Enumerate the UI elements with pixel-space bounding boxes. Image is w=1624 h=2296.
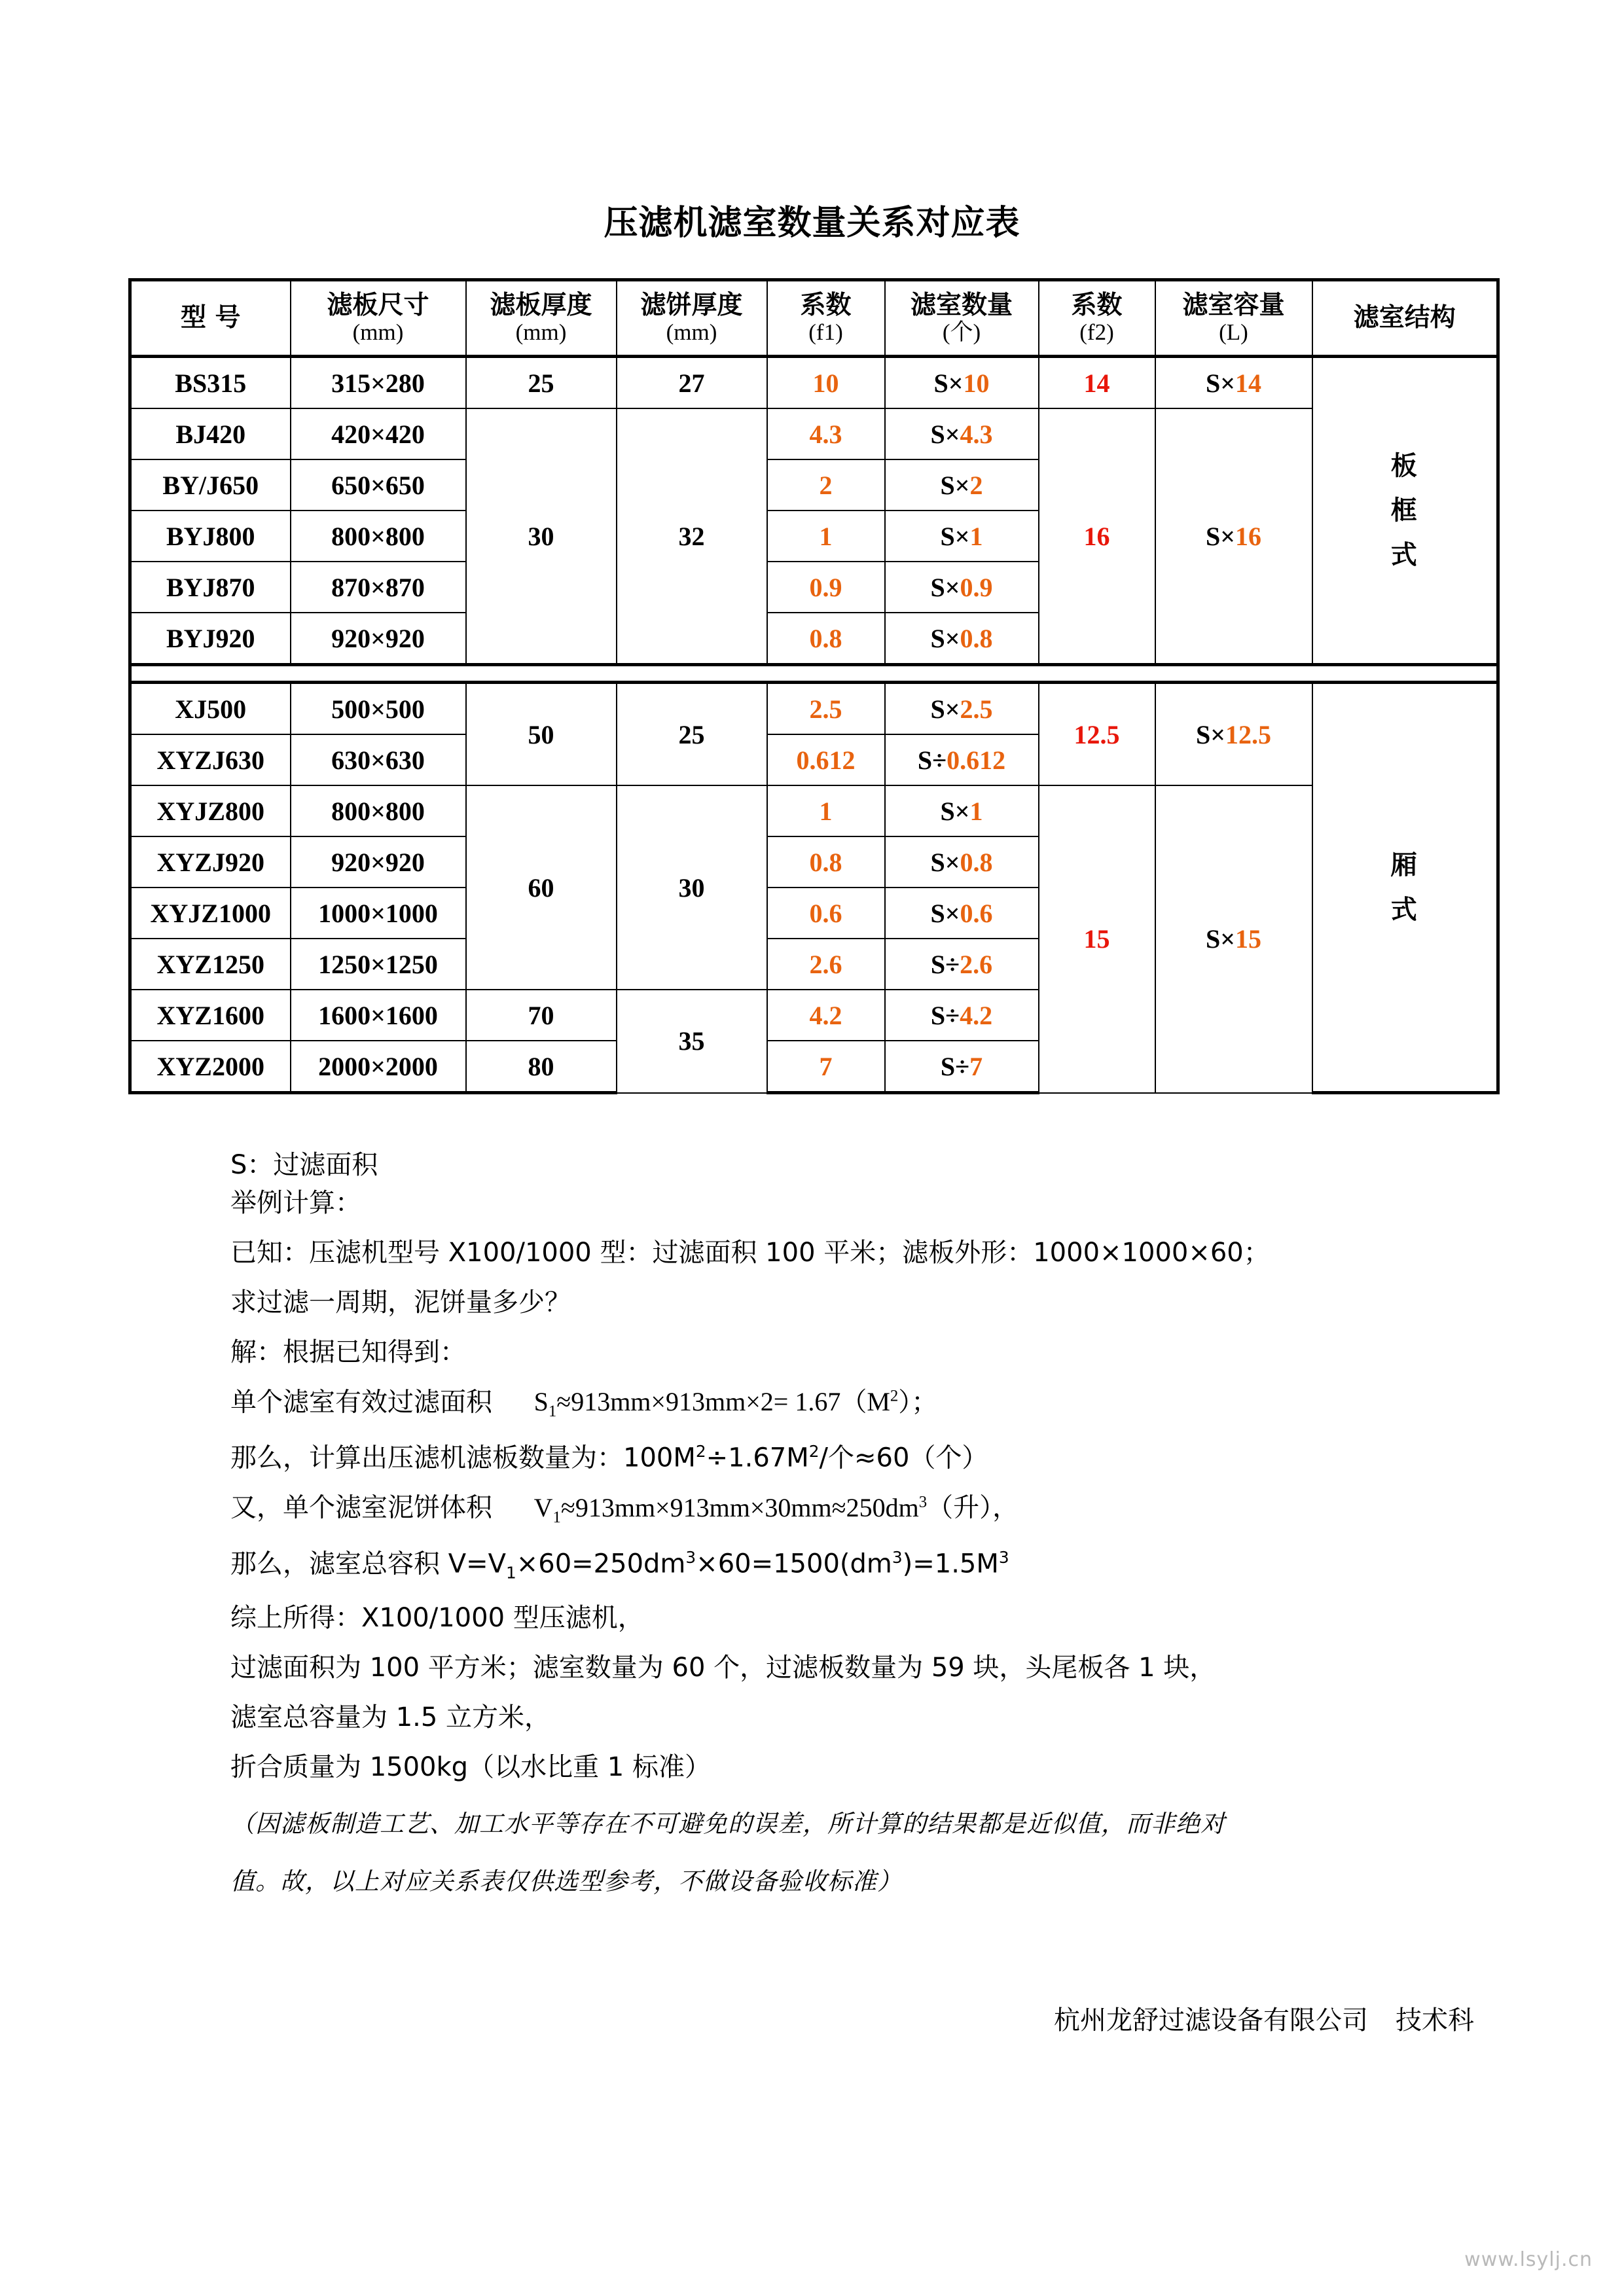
- cell-chamber-count: S×2: [885, 459, 1039, 511]
- table-row: [130, 357, 1498, 409]
- structure-label: [1313, 843, 1497, 932]
- solution-heading: 解：根据已知得到：: [230, 1337, 466, 1367]
- cell-chamber-structure: [1312, 357, 1498, 665]
- conclusion-heading: 综上所得：X100/1000 型压滤机，: [230, 1602, 644, 1633]
- header-chamber-volume: [1155, 280, 1312, 357]
- header-chamber-structure: [1312, 280, 1498, 357]
- cell-plate-size: 2000×2000: [291, 1041, 466, 1093]
- structure-char: 厢: [1390, 850, 1418, 880]
- cell-chamber-count: S×0.8: [885, 836, 1039, 888]
- cell-coefficient-f1: 1: [767, 511, 885, 562]
- cell-coefficient-f1: 0.6: [767, 888, 885, 939]
- cell-model: BYJ870: [130, 562, 291, 613]
- disclaimer-line-2: 值。故，以上对应关系表仅供选型参考，不做设备验收标准）: [230, 1867, 902, 1895]
- cell-cake-thickness: 25: [617, 683, 767, 786]
- step2-sup1: 2: [695, 1442, 706, 1462]
- cell-chamber-count: S÷7: [885, 1041, 1039, 1093]
- header-plate-thickness-label: 滤板厚度: [490, 290, 592, 320]
- cell-coefficient-f1: 0.9: [767, 562, 885, 613]
- header-plate-size: [291, 280, 466, 357]
- cell-model: XYZJ920: [130, 836, 291, 888]
- disclaimer-line-1: （因滤板制造工艺、加工水平等存在不可避免的误差，所计算的结果都是近似值，而非绝对: [230, 1809, 1225, 1838]
- step1-formula-post: ≈913mm×913mm×2= 1.67（M: [556, 1387, 890, 1417]
- cell-plate-size: 920×920: [291, 836, 466, 888]
- cell-coefficient-f1: 2: [767, 459, 885, 511]
- cell-coefficient-f1: 4.2: [767, 990, 885, 1041]
- cell-plate-size: 800×800: [291, 511, 466, 562]
- header-plate-thickness: [466, 280, 617, 357]
- structure-char: 式: [1390, 895, 1418, 925]
- step1-formula-sup: 2: [890, 1388, 899, 1405]
- cell-coefficient-f1: 2.5: [767, 683, 885, 735]
- cell-plate-size: 800×800: [291, 785, 466, 836]
- cell-chamber-volume: S×14: [1155, 357, 1312, 409]
- cell-model: BJ420: [130, 408, 291, 459]
- step3-end: （升），: [927, 1492, 1019, 1523]
- site-watermark: www.lsylj.cn: [1464, 2248, 1593, 2271]
- step4-sub1: 1: [505, 1562, 516, 1582]
- filter-press-spec-table: [128, 278, 1500, 1094]
- cell-plate-thickness: 25: [466, 357, 617, 409]
- cell-plate-size: 1000×1000: [291, 888, 466, 939]
- table-row: [130, 408, 1498, 459]
- step2-line: [230, 1444, 1474, 1471]
- cell-coefficient-f2: 16: [1039, 408, 1155, 665]
- cell-coefficient-f1: 4.3: [767, 408, 885, 459]
- cell-chamber-count: S÷4.2: [885, 990, 1039, 1041]
- cell-plate-size: 870×870: [291, 562, 466, 613]
- explanatory-text: [230, 1152, 1474, 1919]
- header-chamber-count-unit: (个): [942, 319, 981, 346]
- cell-coefficient-f1: 2.6: [767, 939, 885, 990]
- header-cake-thickness-unit: (mm): [666, 319, 717, 346]
- cell-plate-thickness: 50: [466, 683, 617, 786]
- header-coefficient-f2: [1039, 280, 1155, 357]
- cell-model: XYZJ630: [130, 734, 291, 785]
- step2-sup2: 2: [808, 1442, 820, 1462]
- cell-chamber-volume: S×15: [1155, 785, 1312, 1093]
- question-line: 求过滤一周期，泥饼量多少？: [230, 1287, 571, 1318]
- header-chamber-count: [885, 280, 1039, 357]
- cell-chamber-structure: [1312, 683, 1498, 1093]
- example-heading: 举例计算：: [230, 1188, 361, 1218]
- signature-company: 杭州龙舒过滤设备有限公司: [1054, 2005, 1368, 2036]
- step2-end: /个≈60（个）: [819, 1443, 988, 1473]
- cell-coefficient-f1: 0.8: [767, 836, 885, 888]
- step4-line: [230, 1547, 1474, 1582]
- cell-chamber-count: S×1: [885, 785, 1039, 836]
- legend-line: S：过滤面积: [230, 1150, 378, 1180]
- cell-model: BY/J650: [130, 459, 291, 511]
- step1-formula-sub: 1: [548, 1403, 557, 1421]
- table-row: [130, 785, 1498, 836]
- cell-plate-size: 630×630: [291, 734, 466, 785]
- cell-plate-size: 920×920: [291, 613, 466, 665]
- cell-model: XYZ1250: [130, 939, 291, 990]
- header-plate-thickness-unit: (mm): [515, 319, 567, 346]
- cell-coefficient-f2: 15: [1039, 785, 1155, 1093]
- step4-mid1: ×60=250dm: [516, 1548, 686, 1579]
- spec-table-container: [128, 278, 1496, 1094]
- step1-formula-end: ）；: [898, 1387, 938, 1418]
- cell-plate-thickness: 70: [466, 990, 617, 1041]
- header-model: [130, 280, 291, 357]
- cell-chamber-volume: S×12.5: [1155, 683, 1312, 786]
- header-coefficient-f1-label: 系数: [800, 290, 852, 320]
- step1-formula-pre: S: [533, 1387, 549, 1417]
- table-header-row: [130, 280, 1498, 357]
- cell-cake-thickness: 30: [617, 785, 767, 990]
- page-title: 压滤机滤室数量关系对应表: [604, 204, 1020, 243]
- step2-mid: ÷1.67M: [706, 1443, 809, 1473]
- cell-model: BYJ920: [130, 613, 291, 665]
- header-cake-thickness: [617, 280, 767, 357]
- header-coefficient-f2-unit: (f2): [1079, 319, 1114, 346]
- step4-pre: 那么，滤室总容积 V=V: [230, 1548, 506, 1579]
- cell-chamber-count: S÷0.612: [885, 734, 1039, 785]
- step3-line: [230, 1494, 1474, 1526]
- cell-coefficient-f1: 0.8: [767, 613, 885, 665]
- structure-char: 框: [1390, 495, 1418, 526]
- cell-plate-thickness: 60: [466, 785, 617, 990]
- step3-sup: 3: [918, 1493, 928, 1511]
- result-line-3: 折合质量为 1500kg（以水比重 1 标准）: [230, 1751, 711, 1782]
- table-row: [130, 683, 1498, 735]
- cell-model: XYZ1600: [130, 990, 291, 1041]
- cell-chamber-count: S×10: [885, 357, 1039, 409]
- result-line-1: 过滤面积为 100 平方米；滤室数量为 60 个，过滤板数量为 59 块，头尾板各 1 块，: [230, 1652, 1216, 1683]
- step4-mid3: )=1.5M: [902, 1548, 999, 1579]
- spec-table-body: [130, 357, 1498, 1093]
- cell-plate-size: 1250×1250: [291, 939, 466, 990]
- cell-model: XJ500: [130, 683, 291, 735]
- header-model-label: 型 号: [180, 303, 241, 333]
- header-chamber-volume-label: 滤室容量: [1182, 290, 1285, 320]
- result-line-2: 滤室总容量为 1.5 立方米，: [230, 1702, 551, 1732]
- cell-plate-thickness: 80: [466, 1041, 617, 1093]
- cell-chamber-volume: S×16: [1155, 408, 1312, 665]
- cell-plate-size: 1600×1600: [291, 990, 466, 1041]
- step1-line: [230, 1389, 1474, 1420]
- cell-model: XYJZ800: [130, 785, 291, 836]
- signature-block: [230, 2000, 1513, 2037]
- cell-coefficient-f2: 12.5: [1039, 683, 1155, 786]
- step3-label: 又，单个滤室泥饼体积: [230, 1492, 492, 1523]
- cell-model: XYZ2000: [130, 1041, 291, 1093]
- cell-chamber-count: S×4.3: [885, 408, 1039, 459]
- step4-sup3: 3: [998, 1547, 1009, 1567]
- cell-plate-size: 650×650: [291, 459, 466, 511]
- cell-chamber-count: S÷2.6: [885, 939, 1039, 990]
- cell-model: BS315: [130, 357, 291, 409]
- header-chamber-count-label: 滤室数量: [910, 290, 1013, 320]
- header-plate-size-label: 滤板尺寸: [327, 290, 429, 320]
- cell-coefficient-f1: 0.612: [767, 734, 885, 785]
- header-chamber-volume-unit: (L): [1219, 319, 1248, 346]
- step4-sup2: 3: [892, 1547, 903, 1567]
- step4-mid2: ×60=1500(dm: [696, 1548, 892, 1579]
- step4-sup1: 3: [685, 1547, 696, 1567]
- header-coefficient-f2-label: 系数: [1071, 290, 1123, 320]
- cell-cake-thickness: 32: [617, 408, 767, 665]
- section-separator: [130, 665, 1498, 683]
- cell-coefficient-f1: 1: [767, 785, 885, 836]
- header-coefficient-f1: [767, 280, 885, 357]
- cell-plate-thickness: 30: [466, 408, 617, 665]
- cell-cake-thickness: 35: [617, 990, 767, 1093]
- step2-pre: 那么，计算出压滤机滤板数量为：100M: [230, 1443, 696, 1473]
- cell-chamber-count: S×0.9: [885, 562, 1039, 613]
- cell-coefficient-f2: 14: [1039, 357, 1155, 409]
- cell-coefficient-f1: 10: [767, 357, 885, 409]
- step3-pre: V: [533, 1492, 553, 1522]
- header-cake-thickness-label: 滤饼厚度: [640, 290, 743, 320]
- cell-plate-size: 500×500: [291, 683, 466, 735]
- cell-plate-size: 315×280: [291, 357, 466, 409]
- cell-model: XYJZ1000: [130, 888, 291, 939]
- step1-label: 单个滤室有效过滤面积: [230, 1387, 492, 1418]
- step3-sub: 1: [552, 1508, 561, 1526]
- cell-coefficient-f1: 7: [767, 1041, 885, 1093]
- cell-cake-thickness: 27: [617, 357, 767, 409]
- step3-mid: ≈913mm×913mm×30mm≈250dm: [560, 1492, 919, 1522]
- header-chamber-structure-label: 滤室结构: [1353, 303, 1456, 333]
- cell-chamber-count: S×0.6: [885, 888, 1039, 939]
- structure-char: 板: [1390, 451, 1418, 481]
- given-line: 已知：压滤机型号 X100/1000 型：过滤面积 100 平米；滤板外形：1000×1000×60；: [230, 1238, 1270, 1268]
- cell-model: BYJ800: [130, 511, 291, 562]
- structure-char: 式: [1390, 540, 1418, 570]
- section-separator-cell: [130, 665, 1498, 683]
- structure-label: [1313, 444, 1497, 577]
- cell-chamber-count: S×0.8: [885, 613, 1039, 665]
- signature-department: 技术科: [1396, 2005, 1474, 2036]
- header-plate-size-unit: (mm): [352, 319, 404, 346]
- cell-chamber-count: S×2.5: [885, 683, 1039, 735]
- header-coefficient-f1-unit: (f1): [808, 319, 843, 346]
- cell-chamber-count: S×1: [885, 511, 1039, 562]
- cell-plate-size: 420×420: [291, 408, 466, 459]
